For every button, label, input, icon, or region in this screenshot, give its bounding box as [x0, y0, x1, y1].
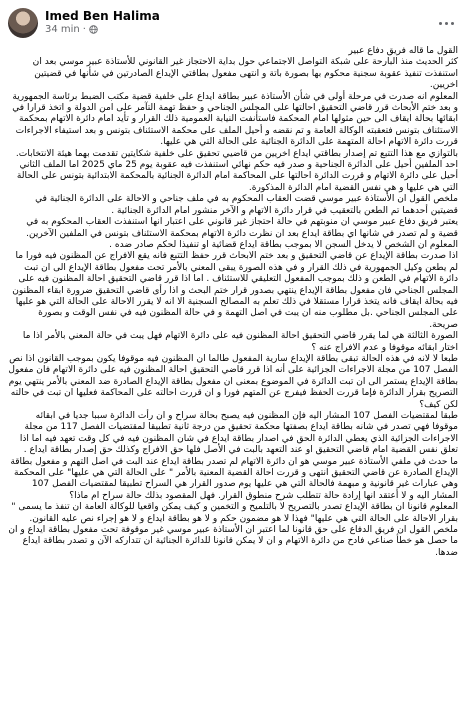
- time-separator: ·: [82, 24, 86, 36]
- dot: [451, 22, 454, 25]
- post-paragraph: ملخص القول ان فريق الدفاع على حق قانونا لما اعتبر ان الأستاذة عبير موسي غير موقوفة تحت مفعول بطاقة ايداع و ان ما حصل هو خطأ صناعي فادح من دائرة الاتهام و ان لا يمكن قانونا للدائرة الجنائية ان تتداركه الآن و تصدر بطاقة ايداع ضدها.: [8, 525, 458, 558]
- post-paragraph: احد الملفين أحيل على الدائرة الجناحية و صدر فيه حكم نهائي استنفذت فيه عقوبة يوم 25 ماي 2025 اما الملف الثاني أحيل على دائرة الاتهام و قررت الدائرة احالتها على المحاكمة امام الدائرة الجنائية بالمحكمة الابتدائية بتونس على الحالة التي هي عليها و هي نفس القضية امام الدائرة المذكورة.: [16, 160, 458, 193]
- post-paragraph: المعلوم ان الشخص لا يدخل السجن الا بموجب بطاقة ايداع قضائية او تنفيذا لحكم صادر ضده .: [109, 239, 458, 250]
- post-paragraph: اذا صدرت بطاقة الإيداع عن قاضي التحقيق و بعد ختم الابحاث قرر حفظ التتبع فانه يقع الافراج عن المظنون فيه فورا ما لم يطعن وكيل الجمهورية في ذلك القرار و في هذه الصورة يبقى المعني بالأمر تحت مفعول بطاقة الإيداع الى ان تبت دائرة الاتهام في الطعن و ذلك بموجب المفعول التعليقي للاستئناف . اما اذا قرر قاضي التحقيق احالة المظنون فيه على المجلس الجناحي فان مفعول بطاقة الإيداع ينتهي بصدور قرار ختم البحث و اذا رأى قاضي التحقيق ضرورة ابقاء المظنون فيه بحالة ايقاف فانه يتخذ قرارا مستقلا في ذلك تعلم به المصالح السجنية الا انه لا يقرر الاحالة على الحالة التي هو عليها على المجلس الجناحي .بل مطلوب منه ان يبت في اصل التهمة و في حالة المظنون فيه في نفس الوقت و بصورة صريحة.: [12, 251, 458, 330]
- dot: [445, 22, 448, 25]
- post-body: [0, 40, 466, 559]
- post-paragraph: الصورة الثالثة هي لما يقرر قاضي التحقيق احالة المظنون فيه على دائرة الاتهام فهل يبت في حالة المعني بالأمر اذا ما اختار ابقائه موقوفا و عدم الافراج عنه ؟: [22, 331, 458, 353]
- post-paragraph: المعلوم انه صدرت في مرحلة أولى في شأن الأستاذة عبير بطاقة ايداع على خلفية قضية مكتب الضبط برئاسة الجمهورية و بعد ختم الأبحاث قرر قاضي التحقيق احالتها على المجلس الجناحي و حفظ تهمة التآمر على امن الدولة و اتخذ قرارا في ابقائها بحالة ايقاف الى حين مثولها امام المحكمة فاستأنفت النيابة العمومية ذلك القرار و تأيد امام دائرة الاتهام بمحكمة الاستئناف بتونس فتعقبته الوكالة العامة و تم نقضه و أحيل الملف على محكمة الاستئناف بتونس و بعد استيفاء الاجراءات قررت دائرة الاتهام احالة المتهمة على الدائرة الجنائية على الحالة التي هي عليها.: [12, 91, 458, 148]
- more-options-icon[interactable]: [435, 16, 458, 31]
- post-paragraph: طبعا لا لانه في هذه الحالة تبقى بطاقة الإيداع سارية المفعول طالما ان المظنون فيه موقوفا يكون بموجب القانون اذا نص الفصل 107 من مجلة الاجراءات الجزائية على أنه اذا قرر قاضي التحقيق احالة المظنون فيه على دائرة الاتهام فان مفعول بطاقة الإيداع يستمر الى ان تبت الدائرة في الموضوع بمعنى ان مفعول بطاقة الإيداع الصادرة ضد المعني بالأمر ينتهي يوم التصريح بقرار الدائرة فإما قررت الحفظ فيفرج عن المتهم فورا و ان قررت احالته على المحاكمة فعليها ان تبت في حالته لكن كيف؟: [8, 353, 458, 410]
- post-paragraph: ملخص القول ان الأستاذة عبير موسي قضت العقاب المحكوم به في ملف جناحي و الاحالة على الدائرة الجنائية في قضيتين أحدهما تم الطعن بالتعقيب في قرار دائرة الاتهام و الآخر منشور امام الدائرة الجنائية .: [35, 194, 458, 216]
- post-time-row: [45, 24, 160, 36]
- author-name[interactable]: Imed Ben Halima: [45, 9, 160, 24]
- post-paragraph: كثر الحديث منذ البارحة على شبكة التواصل الاجتماعي حول بداية الاحتجاز غير القانوني للأستاذة عبير موسي بعد ان استنفذت تنفيذ عقوبة سجنية محكوم بها بصورة باتة و انتهى مفعول بطاقتي الإيداع الصادرتين في شأنها في قضيتين اخريين.: [32, 57, 458, 91]
- globe-icon: [89, 25, 98, 34]
- post-paragraph: بالتوازي مع هذا التتبع تم إصدار بطاقتي ايداع اخريين من قاضيي تحقيق على خلفية شكايتين تقدمت بهما هيئة الانتخابات.: [15, 148, 458, 159]
- post-paragraph: المعلوم قانونا ان بطاقة الإيداع تصدر بالتصريح لا بالتلميح و التخمين و كيف يمكن واقعيا للوكالة العامة ان تنفذ ما يسمى " بقرار الاحالة على الحالة التي هي عليها" فهذا لا هو مضمون حكم و لا هو بطاقة ايداع و لا هو إجراء نص عليه القانون.: [11, 502, 458, 524]
- post-paragraph: القول ما قاله فريق دفاع عبير: [348, 46, 458, 56]
- post-paragraph: طبقا لمقتضيات الفصل 107 المشار اليه فإن المظنون فيه يصبح بحالة سراح و ان رأت الدائرة سببا جديا في ابقائه موقوفا فهي تصدر في شانه بطاقة ايداع بصفتها محكمة تحقيق من درجة ثانية تطبيقا لمقتضيات الفصل 117 من مجلة الاجراءات الجزائية الذي يعطي الدائرة الحق في اصدار بطاقة ايداع في شان المظنون فيه في كل وقت تعهد فيه اما اذا تعلق نفس القضية امام قاضي التحقيق او عند التعهد بالبت في الأصل فلها حق الافراج وكذلك حق إصدار بطاقة ايداع .: [19, 411, 458, 456]
- post-header: [0, 0, 466, 40]
- post-meta: [45, 10, 160, 35]
- post-paragraph: ما حدث في ملفي الأستاذة عبير موسي هو ان دائرة الاتهام لم تصدر بطاقة ايداع عند البت في اصل التهم و مفعول بطاقة الإيداع الصادرة عن قاضي التحقيق انتهى و قررت احالة القضية المعنية بالأمر " على الحالة التي هي عليها" على المحكمة وهي عبارات غير قانونية و مبهمة فالحالة التي هي عليها يوم صدور القرار هي السراح تطبيقا لمقتضيات الفصل 107 المشار اليه و لا أعتقد انها إرادة حالة تتطلب شرح منطوق القرار. فهل المقصود بذلك حالة سراح ام ماذا؟: [10, 456, 458, 501]
- dot: [439, 22, 442, 25]
- avatar[interactable]: [8, 8, 38, 38]
- post-paragraph: يعتبر فريق دفاع عبير موسي ان منوبتهم في حالة احتجاز غير قانوني على اعتبار انها استنفذت العقاب المحكوم به في قضية و لم تصدر في شانها اي بطاقة ايداع بعد ان نظرت دائرة الاتهام بمحكمة الاستئناف بتونس في الملفين الآخرين.: [26, 217, 458, 239]
- post-time[interactable]: 34 min: [45, 24, 80, 36]
